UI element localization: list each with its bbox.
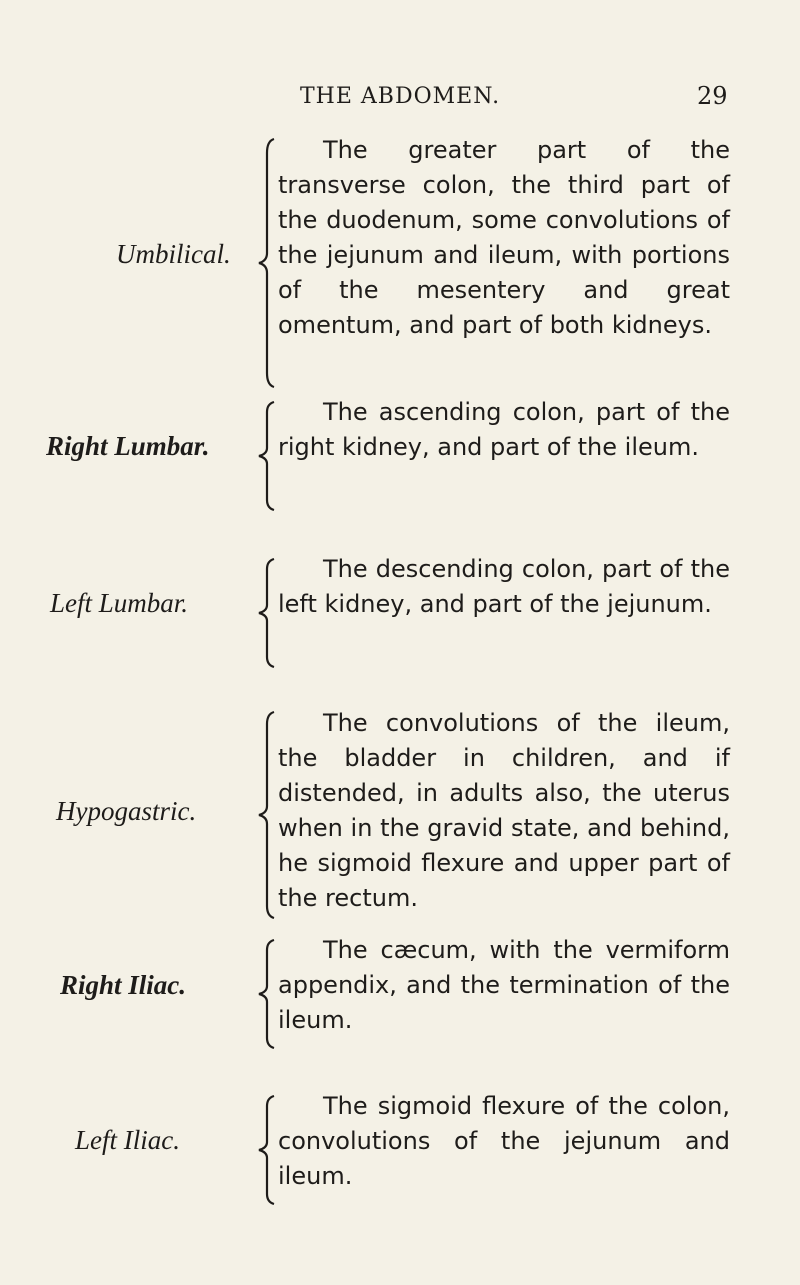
region-contents: The ascending colon, part of the right kidney, and part of the ileum. <box>278 398 730 461</box>
region-entry-right-lumbar <box>0 395 800 530</box>
brace-icon <box>255 710 277 920</box>
brace-icon <box>255 557 277 669</box>
region-contents: The sigmoid flexure of the colon, convolutions of the jejunum and ileum. <box>278 1092 730 1190</box>
running-title: THE ABDOMEN. <box>300 84 501 109</box>
brace-icon <box>255 1094 277 1206</box>
region-entry-umbilical <box>0 133 800 393</box>
brace-icon <box>255 400 277 512</box>
region-entry-left-iliac <box>0 1089 800 1224</box>
page-number: 29 <box>697 82 728 110</box>
region-contents: The greater part of the transverse colon, the third part of the duodenum, some convolutions of the jejunum and ileum, with portions of the mesentery and great omentum, and part of both kidneys. <box>278 136 730 339</box>
region-entry-left-lumbar <box>0 552 800 687</box>
region-label: Umbilical. <box>116 239 231 269</box>
region-entry-right-iliac <box>0 933 800 1068</box>
region-entry-hypogastric <box>0 706 800 926</box>
brace-icon <box>255 938 277 1050</box>
region-label: Left Lumbar. <box>50 588 189 618</box>
page-header <box>0 78 800 118</box>
region-label: Right Iliac. <box>60 970 187 1000</box>
region-contents: The convolutions of the ileum, the bladder in children, and if distended, in adults also, the uterus when in the gravid state, and behind, he sigmoid flexure and upper part of the rectum. <box>278 709 730 912</box>
brace-icon <box>255 137 277 389</box>
region-label: Hypogastric. <box>56 796 197 826</box>
region-contents: The descending colon, part of the left kidney, and part of the jejunum. <box>278 555 730 618</box>
region-label: Left Iliac. <box>75 1125 180 1155</box>
region-label: Right Lumbar. <box>46 431 210 461</box>
region-contents: The cæcum, with the vermiform appendix, and the termination of the ileum. <box>278 936 730 1034</box>
